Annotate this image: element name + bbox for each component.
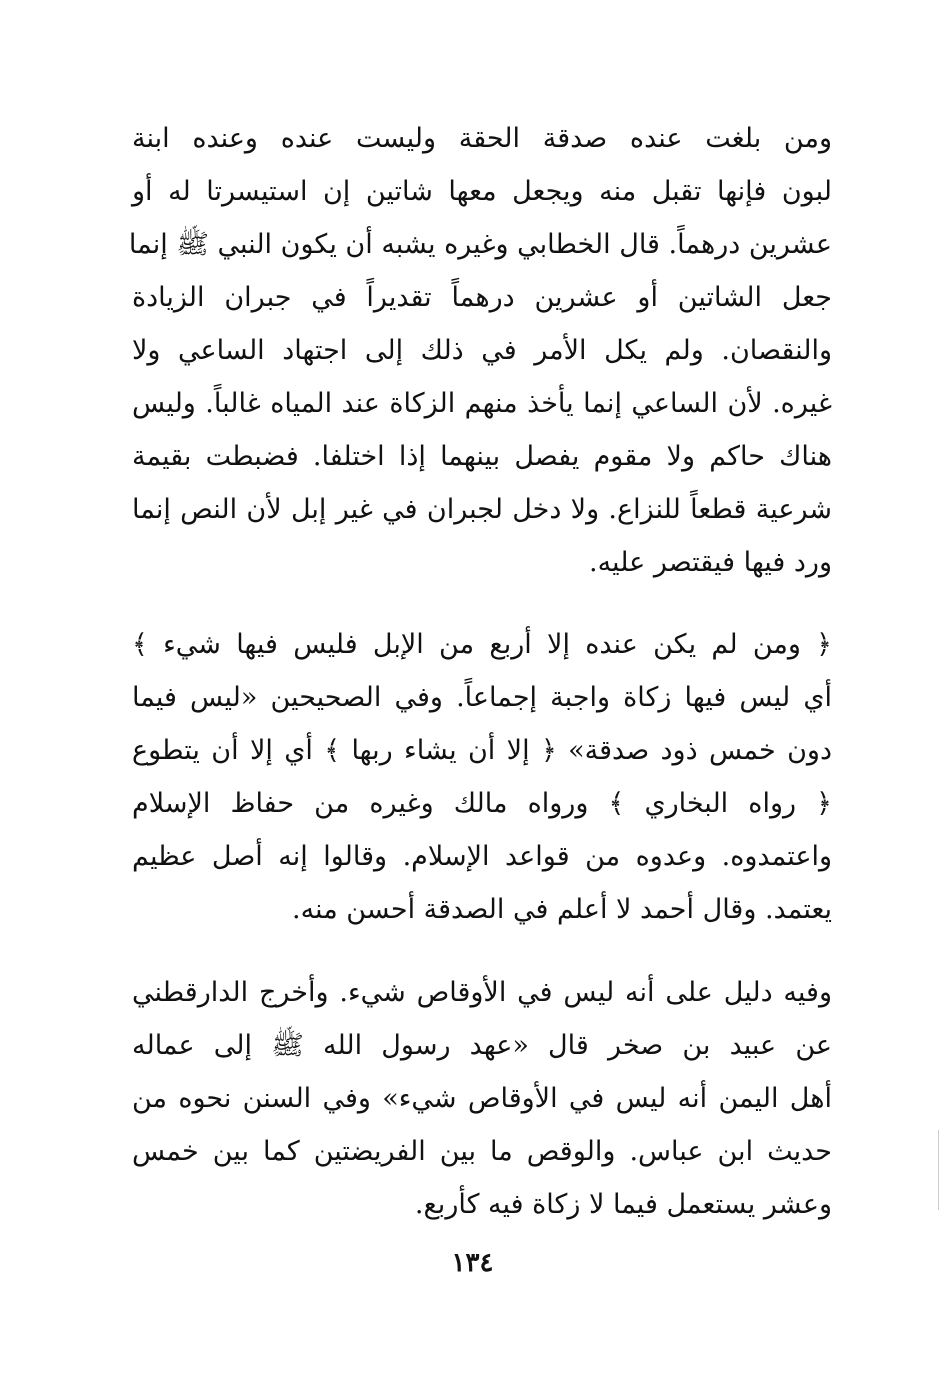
paragraph-2-line-6: يعتمد. وقال أحمد لا أعلم في الصدقة أحسن منه.	[292, 894, 832, 925]
paragraph-1-line-2: لبون فإنها تقبل منه ويجعل معها شاتين إن استيسرتا له أو	[132, 176, 832, 207]
paragraph-1-line-7: هناك حاكم ولا مقوم يفصل بينهما إذا اختلفا. فضبطت بقيمة	[132, 441, 832, 472]
paragraph-3-line-5: وعشر يستعمل فيما لا زكاة فيه كأربع.	[414, 1189, 832, 1220]
paragraph-3-line-3: أهل اليمن أنه ليس في الأوقاص شيء» وفي السنن نحوه من	[132, 1083, 832, 1114]
paragraph-1-line-8: شرعية قطعاً للنزاع. ولا دخل لجبران في غير إبل لأن النص إنما	[132, 494, 832, 525]
paragraph-3-line-1: وفيه دليل على أنه ليس في الأوقاص شيء. وأخرج الدارقطني	[132, 977, 832, 1008]
paragraph-1-line-4: جعل الشاتين أو عشرين درهماً تقديراً في جبران الزيادة	[132, 282, 832, 313]
paragraph-1-line-1: ومن بلغت عنده صدقة الحقة وليست عنده وعنده ابنة	[132, 123, 832, 154]
paragraph-2-line-1: ﴿ ومن لم يكن عنده إلا أربع من الإبل فليس فيها شيء ﴾	[132, 629, 832, 660]
paragraph-3	[132, 966, 832, 1231]
paragraph-1-line-5: والنقصان. ولم يكل الأمر في ذلك إلى اجتهاد الساعي ولا	[132, 335, 832, 366]
paragraph-2-line-4: ﴿ رواه البخاري ﴾ ورواه مالك وغيره من حفاظ الإسلام	[132, 788, 832, 819]
paragraph-3-line-4: حديث ابن عباس. والوقص ما بين الفريضتين كما بين خمس	[132, 1136, 832, 1167]
paragraph-1-line-6: غيره. لأن الساعي إنما يأخذ منهم الزكاة عند المياه غالباً. وليس	[132, 388, 832, 419]
page-number: ١٣٤	[451, 1248, 494, 1278]
paragraph-2	[132, 618, 832, 936]
paragraph-2-line-5: واعتمدوه. وعدوه من قواعد الإسلام. وقالوا إنه أصل عظيم	[132, 841, 832, 872]
paragraph-1-line-9: ورد فيها فيقتصر عليه.	[589, 547, 832, 578]
page-edge-mark	[938, 1130, 939, 1210]
paragraph-1	[128, 112, 832, 589]
paragraph-2-line-3: دون خمس ذود صدقة» ﴿ إلا أن يشاء ربها ﴾ أي إلا أن يتطوع	[132, 735, 832, 766]
paragraph-2-line-2: أي ليس فيها زكاة واجبة إجماعاً. وفي الصحيحين «ليس فيما	[132, 682, 832, 713]
paragraph-3-line-2: عن عبيد بن صخر قال «عهد رسول الله ﷺ إلى عماله	[132, 1030, 832, 1061]
paragraph-1-line-3: عشرين درهماً. قال الخطابي وغيره يشبه أن يكون النبي ﷺ إنما	[128, 229, 832, 260]
